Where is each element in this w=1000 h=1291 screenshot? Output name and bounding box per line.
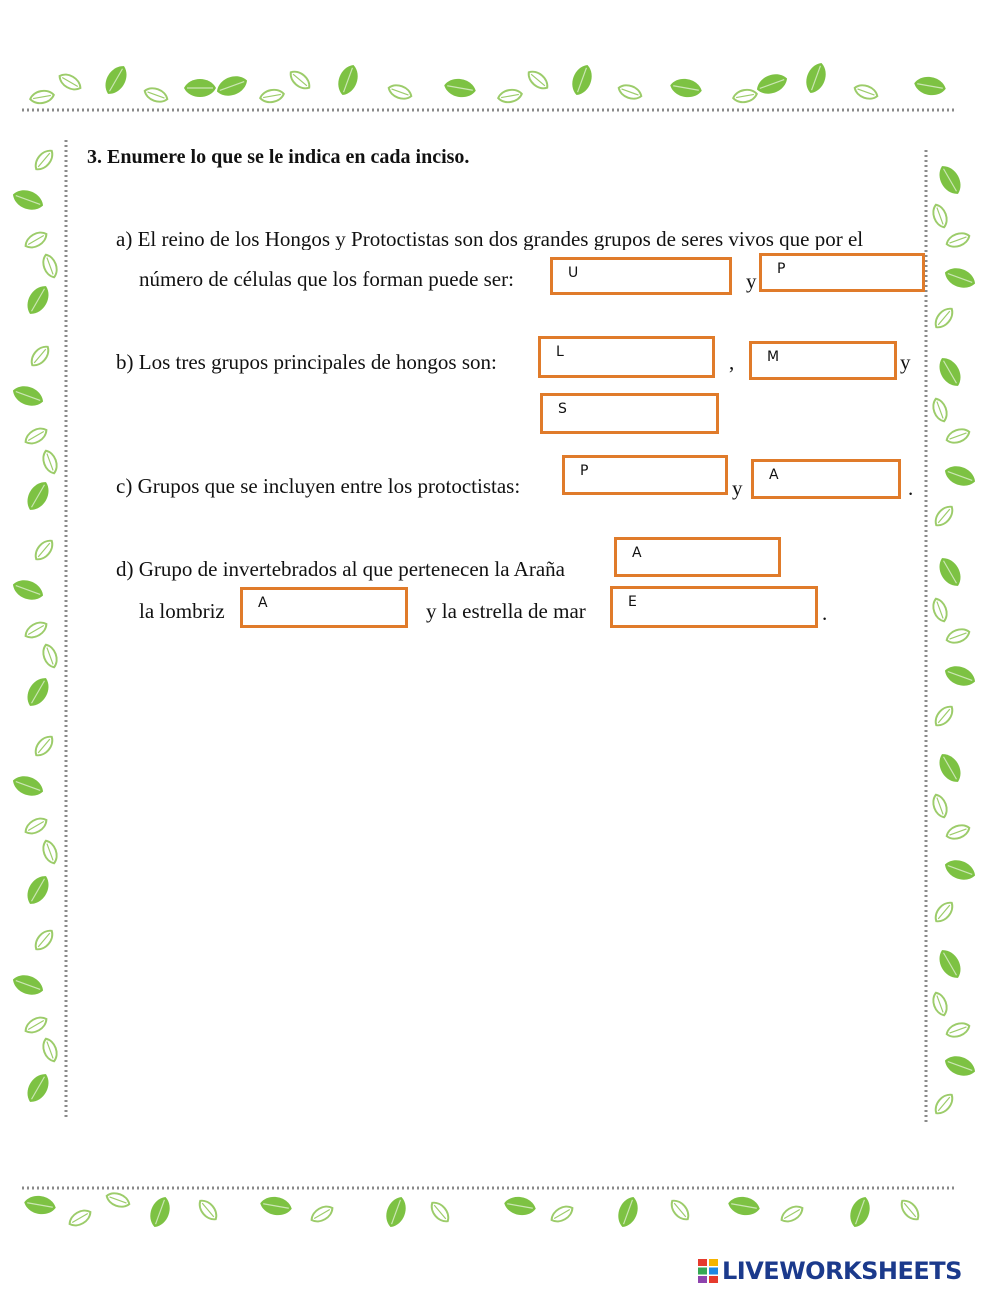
answer-a-1[interactable]: U: [550, 257, 732, 295]
item-b-text: b) Los tres grupos principales de hongos son:: [116, 350, 497, 374]
answer-d-1[interactable]: A: [614, 537, 781, 577]
item-d-line1: d) Grupo de invertebrados al que pertenecen la Araña: [116, 557, 565, 581]
brand-name: LIVEWORKSHEETS: [722, 1257, 962, 1285]
item-b-joiner: y: [900, 350, 911, 374]
item-c-joiner: y: [732, 476, 743, 500]
item-a-joiner: y: [746, 269, 757, 293]
answer-b-1[interactable]: L: [538, 336, 715, 378]
answer-c-2[interactable]: A: [751, 459, 901, 499]
item-c-period: .: [908, 476, 914, 500]
item-a-line1: a) El reino de los Hongos y Protoctistas son dos grandes grupos de seres vivos que por el: [116, 229, 864, 250]
answer-c-1[interactable]: P: [562, 455, 728, 495]
item-d-line2-start: la lombriz: [139, 599, 225, 623]
liveworksheets-mark-icon: [698, 1259, 718, 1283]
item-d-period: .: [822, 601, 828, 625]
item-b-comma: ,: [729, 350, 735, 374]
item-d-line2-mid: y la estrella de mar: [426, 599, 586, 623]
answer-d-3[interactable]: E: [610, 586, 818, 628]
liveworksheets-logo[interactable]: [698, 1255, 962, 1287]
answer-b-3[interactable]: S: [540, 393, 719, 434]
answer-d-2[interactable]: A: [240, 587, 408, 628]
question-title: 3. Enumere lo que se le indica en cada inciso.: [87, 146, 470, 168]
item-c-text: c) Grupos que se incluyen entre los protoctistas:: [116, 474, 521, 498]
answer-b-2[interactable]: M: [749, 341, 897, 380]
answer-a-2[interactable]: P: [759, 253, 925, 292]
item-a-line2: número de células que los forman puede ser:: [139, 267, 514, 291]
